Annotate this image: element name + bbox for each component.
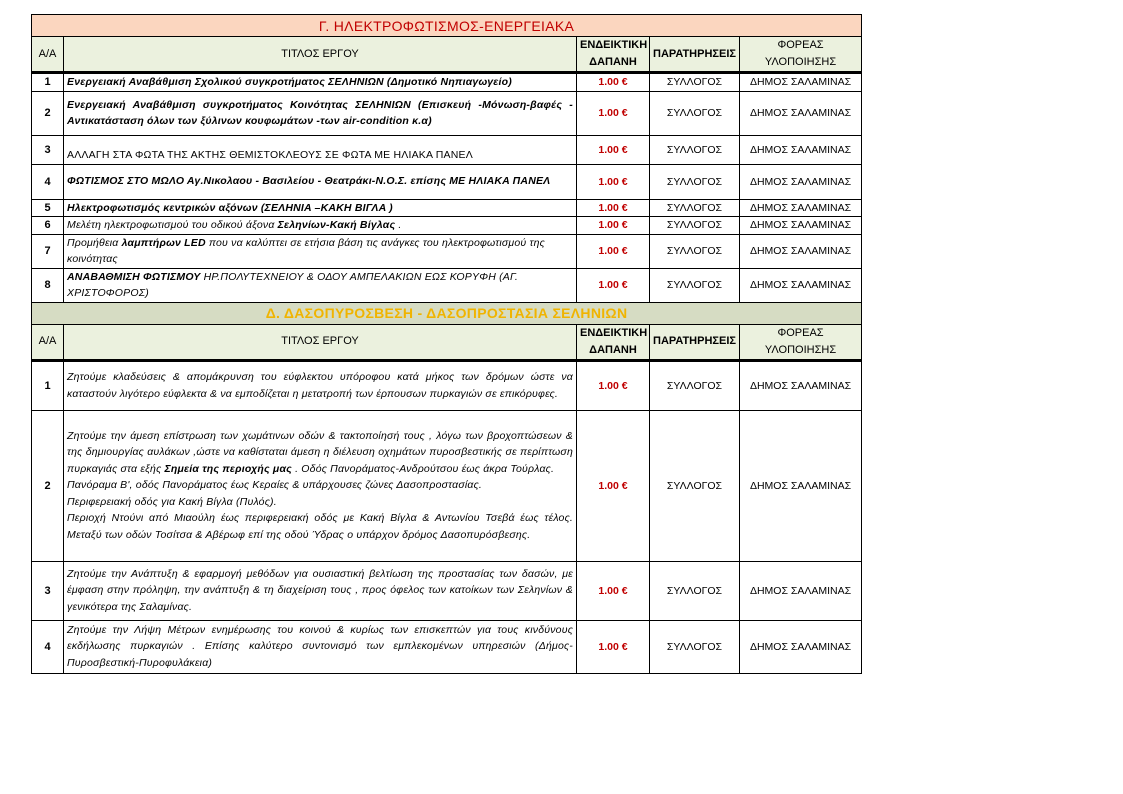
col-body-header: ΦΟΡΕΑΣ ΥΛΟΠΟΙΗΣΗΣ <box>740 37 862 73</box>
notes-cell: ΣΥΛΛΟΓΟΣ <box>650 234 740 268</box>
section-g-title-row <box>32 15 862 37</box>
implementing-body: ΔΗΜΟΣ ΣΑΛΑΜΙΝΑΣ <box>740 199 862 217</box>
estimated-cost: 1.00 € <box>577 164 650 199</box>
table-row <box>32 91 862 135</box>
title-tail: . <box>395 219 402 231</box>
para-bold: Σημεία της περιοχής μας <box>164 462 292 475</box>
notes-cell: ΣΥΛΛΟΓΟΣ <box>650 620 740 673</box>
table-row <box>32 199 862 217</box>
estimated-cost: 1.00 € <box>577 620 650 673</box>
table-row <box>32 561 862 620</box>
notes-cell: ΣΥΛΛΟΓΟΣ <box>650 91 740 135</box>
projects-sheet <box>31 14 861 674</box>
notes-cell: ΣΥΛΛΟΓΟΣ <box>650 410 740 561</box>
implementing-body: ΔΗΜΟΣ ΣΑΛΑΜΙΝΑΣ <box>740 135 862 164</box>
row-number: 5 <box>32 199 64 217</box>
implementing-body: ΔΗΜΟΣ ΣΑΛΑΜΙΝΑΣ <box>740 217 862 235</box>
col-notes-header: ΠΑΡΑΤΗΡΗΣΕΙΣ <box>650 37 740 73</box>
para-tail: . Οδός Πανοράματος-Ανδρούτσου έως άκρα Τούρλας. <box>291 462 555 475</box>
estimated-cost: 1.00 € <box>577 91 650 135</box>
project-title: Ζητούμε την Ανάπτυξη & εφαρμογή μεθόδων για ουσιαστική βελτίωση της προστασίας των δασών, με έμφαση στην πρόληψη, την ανάπτυξη & τη διαχείριση τους , προς όφελος των κατοίκων των Σεληνίων & γενικότερα της Σαλαμίνας. <box>64 561 577 620</box>
paragraph-3: Περιφερειακή οδός για Κακή Βίγλα (Πυλός). <box>67 495 277 508</box>
project-title <box>64 217 577 235</box>
project-title <box>64 410 577 561</box>
table-row <box>32 164 862 199</box>
col-title-header: ΤΙΤΛΟΣ ΕΡΓΟΥ <box>64 324 577 360</box>
implementing-body: ΔΗΜΟΣ ΣΑΛΑΜΙΝΑΣ <box>740 360 862 410</box>
section-d-header-row <box>32 324 862 360</box>
table-row <box>32 360 862 410</box>
project-title: ΦΩΤΙΣΜΟΣ ΣΤΟ ΜΩΛΟ Αγ.Νικολαου - Βασιλείου - Θεατράκι-Ν.Ο.Σ. επίσης ΜΕ ΗΛΙΑΚΑ ΠΑΝΕΛ <box>64 164 577 199</box>
section-d-title-row <box>32 302 862 324</box>
paragraph-2: Πανόραμα Β', οδός Πανοράματος έως Κεραίες & υπάρχουσες ζώνες Δασοπροστασίας. <box>67 479 483 492</box>
title-plain: Μελέτη ηλεκτροφωτισμού του οδικού άξονα <box>67 219 278 231</box>
col-body-header: ΦΟΡΕΑΣ ΥΛΟΠΟΙΗΣΗΣ <box>740 324 862 360</box>
row-number: 3 <box>32 135 64 164</box>
table-row <box>32 234 862 268</box>
col-cost-header: ΕΝΔΕΙΚΤΙΚΗ ΔΑΠΑΝΗ <box>577 37 650 73</box>
row-number: 2 <box>32 410 64 561</box>
table-row <box>32 268 862 302</box>
row-number: 6 <box>32 217 64 235</box>
project-title: Ενεργειακή Αναβάθμιση Σχολικού συγκροτήματος ΣΕΛΗΝΙΩΝ (Δημοτικό Νηπιαγωγείο) <box>64 73 577 92</box>
estimated-cost: 1.00 € <box>577 217 650 235</box>
row-number: 8 <box>32 268 64 302</box>
project-title <box>64 234 577 268</box>
estimated-cost: 1.00 € <box>577 268 650 302</box>
implementing-body: ΔΗΜΟΣ ΣΑΛΑΜΙΝΑΣ <box>740 164 862 199</box>
section-g-title: Γ. ΗΛΕΚΤΡΟΦΩΤΙΣΜΟΣ-ΕΝΕΡΓΕΙΑΚΑ <box>32 15 862 37</box>
implementing-body: ΔΗΜΟΣ ΣΑΛΑΜΙΝΑΣ <box>740 91 862 135</box>
implementing-body: ΔΗΜΟΣ ΣΑΛΑΜΙΝΑΣ <box>740 234 862 268</box>
notes-cell: ΣΥΛΛΟΓΟΣ <box>650 217 740 235</box>
col-notes-header: ΠΑΡΑΤΗΡΗΣΕΙΣ <box>650 324 740 360</box>
row-number: 7 <box>32 234 64 268</box>
implementing-body: ΔΗΜΟΣ ΣΑΛΑΜΙΝΑΣ <box>740 410 862 561</box>
project-title: Ζητούμε την Λήψη Μέτρων ενημέρωσης του κοινού & κυρίως των επισκεπτών για τους κινδύνους εκδήλωσης πυρκαγιών . Επίσης καλύτερο συντονισμό των εμπλεκομένων υπηρεσιών (Δήμος-Πυροσβεστική-Πυροφυλάκεια) <box>64 620 577 673</box>
section-d-title: Δ. ΔΑΣΟΠΥΡΟΣΒΕΣΗ - ΔΑΣΟΠΡΟΣΤΑΣΙΑ ΣΕΛΗΝΙΩΝ <box>32 302 862 324</box>
table-row <box>32 135 862 164</box>
estimated-cost: 1.00 € <box>577 561 650 620</box>
paragraph-4: Περιοχή Ντούνι από Μιαούλη έως περιφερειακή οδός με Κακή Βίγλα & Αντωνίου Τσεβά έως τέλος. Μεταξύ των οδών Τοσίτσα & Αβέρωφ επί της οδού Ύδρας ο υπάρχον δρόμος Δασοπυρόσβεσης. <box>67 512 573 541</box>
estimated-cost: 1.00 € <box>577 410 650 561</box>
table-row <box>32 620 862 673</box>
notes-cell: ΣΥΛΛΟΓΟΣ <box>650 164 740 199</box>
estimated-cost: 1.00 € <box>577 73 650 92</box>
row-number: 3 <box>32 561 64 620</box>
col-title-header: ΤΙΤΛΟΣ ΕΡΓΟΥ <box>64 37 577 73</box>
paragraph-1 <box>67 428 573 478</box>
implementing-body: ΔΗΜΟΣ ΣΑΛΑΜΙΝΑΣ <box>740 73 862 92</box>
col-num-header: Α/Α <box>32 37 64 73</box>
estimated-cost: 1.00 € <box>577 234 650 268</box>
project-title: Ενεργειακή Αναβάθμιση συγκροτήματος Κοινότητας ΣΕΛΗΝΙΩΝ (Επισκευή -Μόνωση-βαφές - Αντικατάσταση όλων των ξύλινων κουφωμάτων -των air-condition κ.α) <box>64 91 577 135</box>
row-number: 4 <box>32 164 64 199</box>
implementing-body: ΔΗΜΟΣ ΣΑΛΑΜΙΝΑΣ <box>740 620 862 673</box>
row-number: 1 <box>32 73 64 92</box>
project-title: Ηλεκτροφωτισμός κεντρικών αξόνων (ΣΕΛΗΝΙΑ –ΚΑΚΗ ΒΙΓΛΑ ) <box>64 199 577 217</box>
project-title: Ζητούμε κλαδεύσεις & απομάκρυνση του εύφλεκτου υπόροφου κατά μήκος των δρόμων ώστε να καταστούν λιγότερο εύφλεκτα & να εμποδίζεται η μετατροπή των έρπουσων πυρκαγιών σε επικόρυφες. <box>64 360 577 410</box>
project-title <box>64 268 577 302</box>
projects-table <box>31 14 862 674</box>
title-bold: ΑΝΑΒΑΘΜΙΣΗ ΦΩΤΙΣΜΟΥ <box>67 270 201 283</box>
estimated-cost: 1.00 € <box>577 360 650 410</box>
title-tail: ΗΡ.ΠΟΛΥΤΕΧΝΕΙΟΥ & ΟΔΟΥ ΑΜΠΕΛΑΚΙΩΝ ΕΩΣ ΚΟΡΥΦΗ (ΑΓ. ΧΡΙΣΤΟΦΟΡΟΣ) <box>67 270 518 299</box>
notes-cell: ΣΥΛΛΟΓΟΣ <box>650 360 740 410</box>
section-g-header-row <box>32 37 862 73</box>
table-row <box>32 410 862 561</box>
col-cost-header: ΕΝΔΕΙΚΤΙΚΗ ΔΑΠΑΝΗ <box>577 324 650 360</box>
notes-cell: ΣΥΛΛΟΓΟΣ <box>650 268 740 302</box>
estimated-cost: 1.00 € <box>577 199 650 217</box>
col-num-header: Α/Α <box>32 324 64 360</box>
notes-cell: ΣΥΛΛΟΓΟΣ <box>650 561 740 620</box>
notes-cell: ΣΥΛΛΟΓΟΣ <box>650 199 740 217</box>
implementing-body: ΔΗΜΟΣ ΣΑΛΑΜΙΝΑΣ <box>740 268 862 302</box>
row-number: 1 <box>32 360 64 410</box>
para-plain: Ζητούμε την άμεση επίστρωση των χωμάτινων οδών & τακτοποίησή τους , λόγω των βροχοπτώσεων & της δημιουργίας αυλάκων ,ώστε να καθίσταται άμεση η διέλευση οχημάτων πυροσβεστικής σε περίπτωση πυρκαγιάς στα εξής <box>67 429 573 475</box>
project-title: ΑΛΛΑΓΗ ΣΤΑ ΦΩΤΑ ΤΗΣ ΑΚΤΗΣ ΘΕΜΙΣΤΟΚΛΕΟΥΣ ΣΕ ΦΩΤΑ ΜΕ ΗΛΙΑΚΑ ΠΑΝΕΛ <box>64 135 577 164</box>
title-bold: λαμπτήρων LED <box>121 236 206 249</box>
row-number: 4 <box>32 620 64 673</box>
estimated-cost: 1.00 € <box>577 135 650 164</box>
table-row <box>32 217 862 235</box>
implementing-body: ΔΗΜΟΣ ΣΑΛΑΜΙΝΑΣ <box>740 561 862 620</box>
table-row <box>32 73 862 92</box>
title-tail: που να καλύπτει σε ετήσια βάση τις ανάγκες του ηλεκτροφωτισμού της κοινότητας <box>67 236 545 265</box>
notes-cell: ΣΥΛΛΟΓΟΣ <box>650 135 740 164</box>
notes-cell: ΣΥΛΛΟΓΟΣ <box>650 73 740 92</box>
row-number: 2 <box>32 91 64 135</box>
title-bold: Σεληνίων-Κακή Βίγλας <box>277 219 396 231</box>
title-plain: Προμήθεια <box>67 236 122 249</box>
